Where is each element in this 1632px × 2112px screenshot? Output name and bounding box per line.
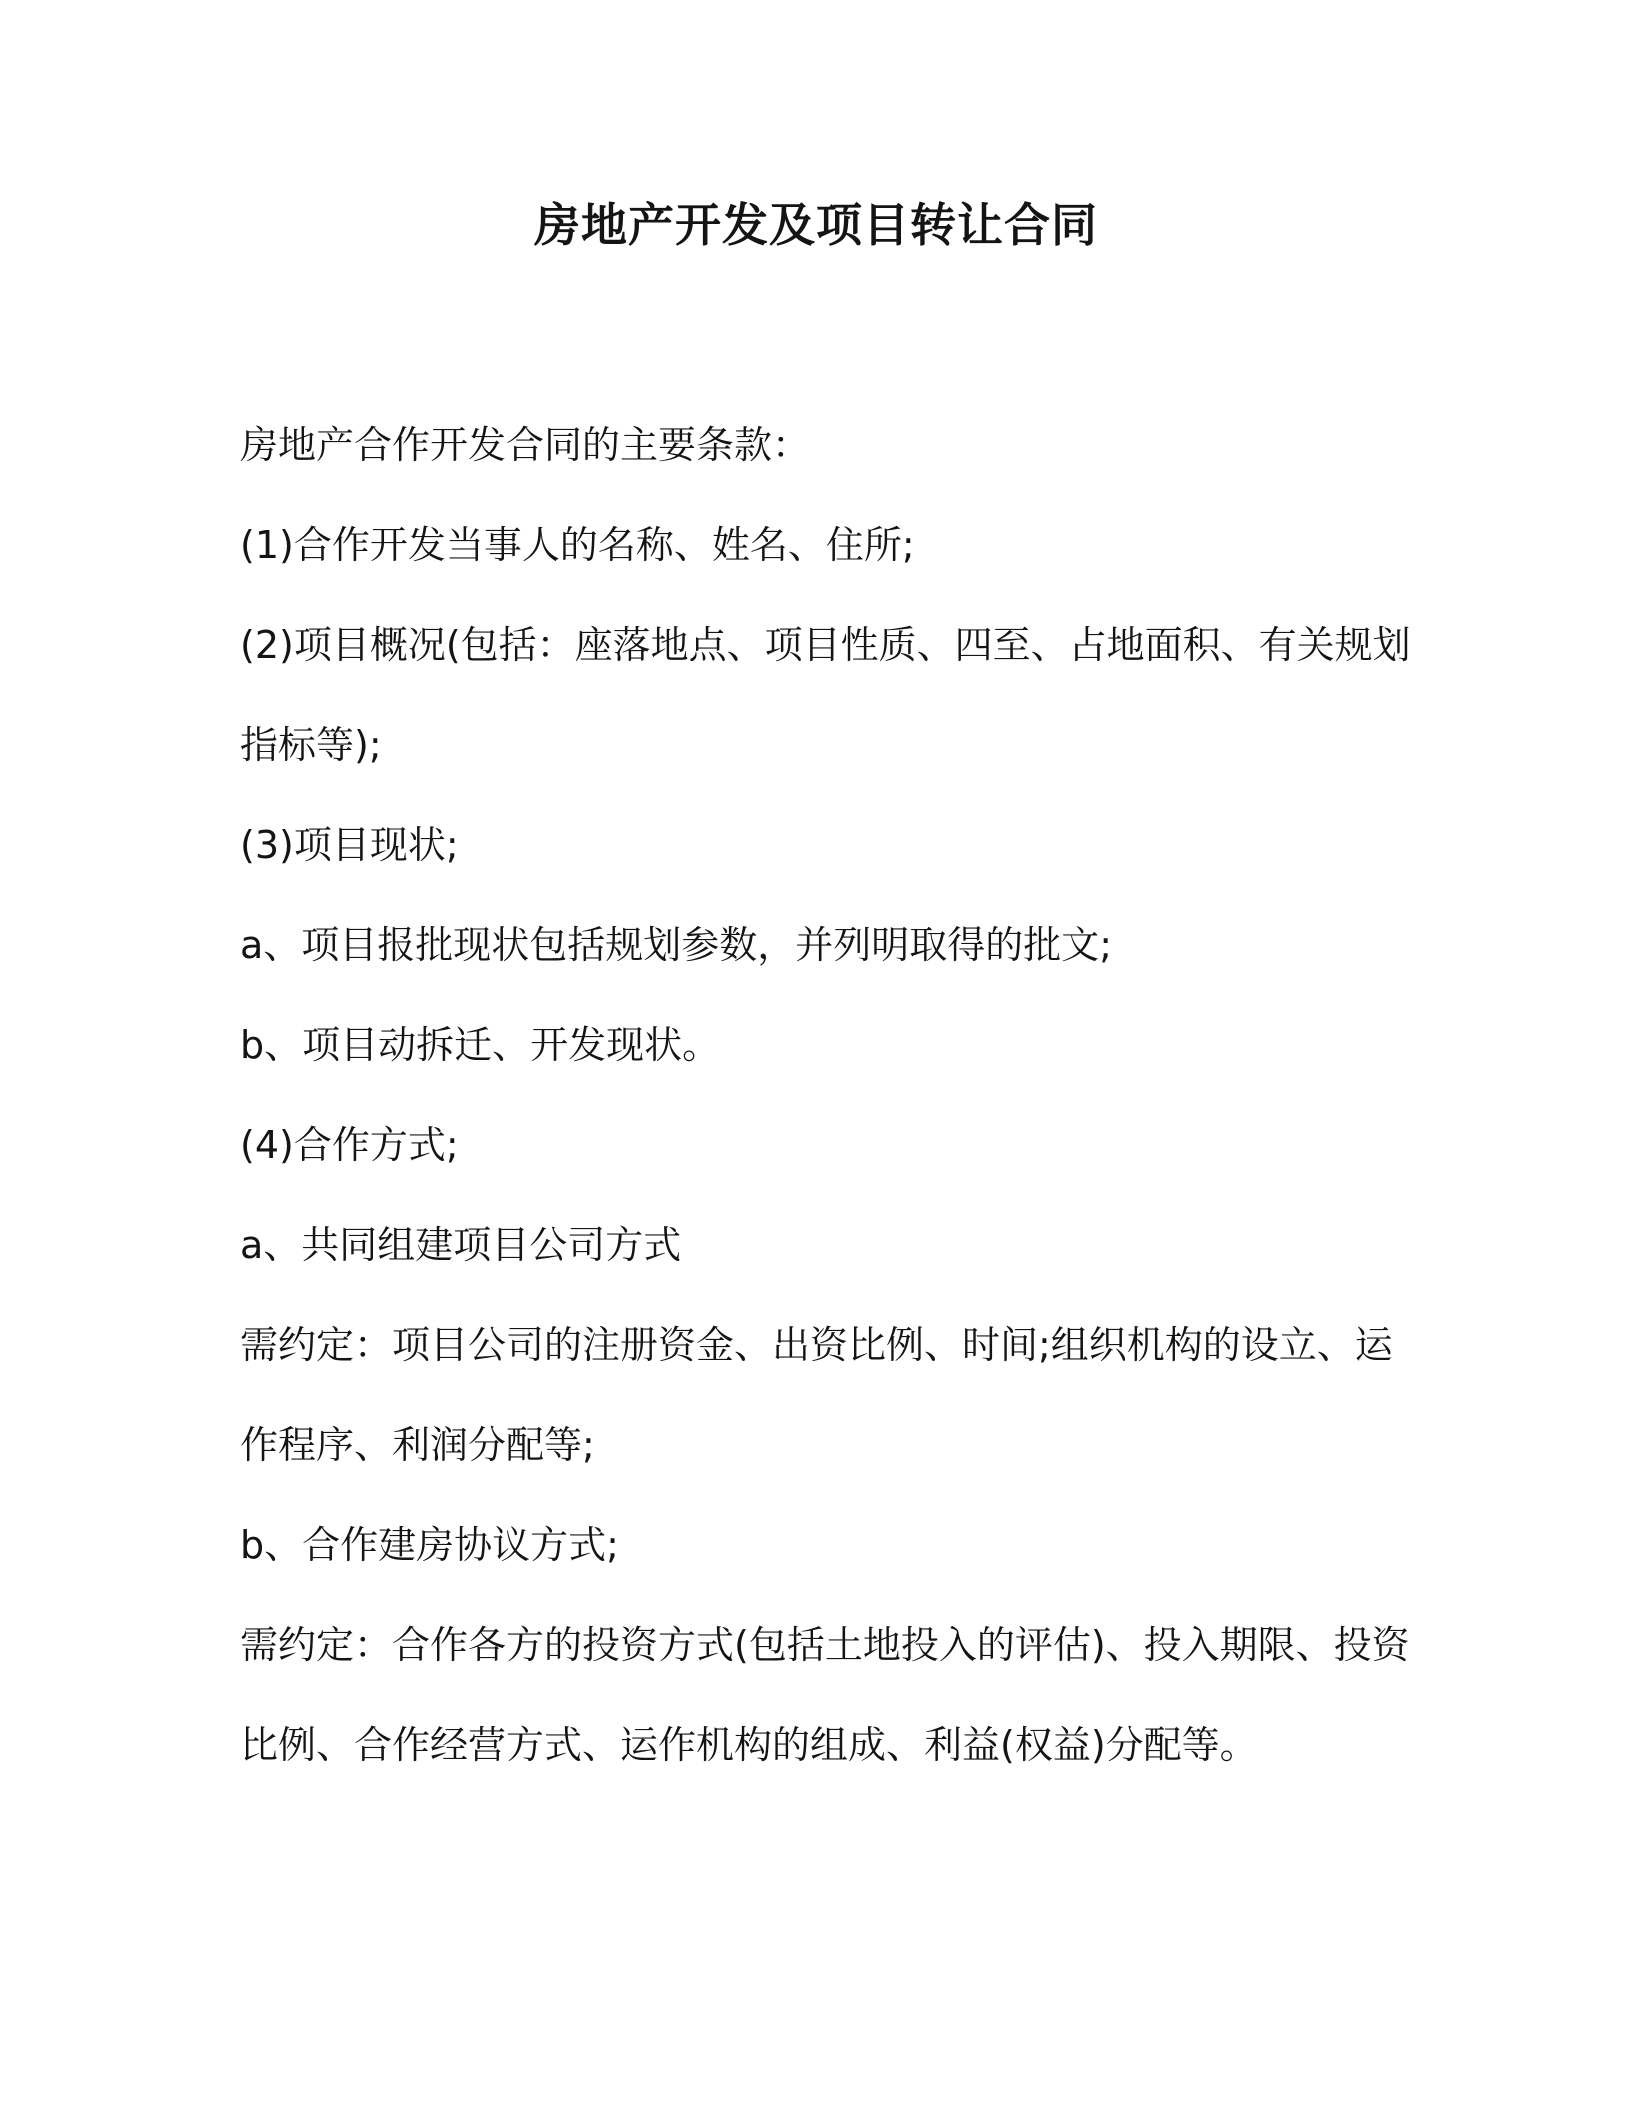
- clause-4-a-requirement: 需约定：项目公司的注册资金、出资比例、时间;组织机构的设立、运: [240, 1323, 1393, 1367]
- clause-4-a-requirement-continued: 作程序、利润分配等;: [240, 1423, 595, 1467]
- clause-1: (1)合作开发当事人的名称、姓名、住所;: [240, 523, 915, 567]
- clause-4-b: b、合作建房协议方式;: [240, 1523, 619, 1567]
- clause-3-a: a、项目报批现状包括规划参数，并列明取得的批文;: [240, 923, 1113, 967]
- clause-2-continued: 指标等);: [240, 723, 382, 767]
- clause-4-a: a、共同组建项目公司方式: [240, 1223, 682, 1267]
- clause-4-b-requirement: 需约定：合作各方的投资方式(包括土地投入的评估)、投入期限、投资: [240, 1623, 1410, 1667]
- clause-4-b-requirement-continued: 比例、合作经营方式、运作机构的组成、利益(权益)分配等。: [240, 1723, 1258, 1767]
- clause-3: (3)项目现状;: [240, 823, 459, 867]
- clause-2: (2)项目概况(包括：座落地点、项目性质、四至、占地面积、有关规划: [240, 623, 1411, 667]
- clause-3-b: b、项目动拆迁、开发现状。: [240, 1023, 721, 1067]
- clause-intro: 房地产合作开发合同的主要条款：: [240, 423, 811, 467]
- clause-4: (4)合作方式;: [240, 1123, 459, 1167]
- document-body: [240, 410, 1411, 1810]
- document-title: 房地产开发及项目转让合同: [534, 198, 1098, 252]
